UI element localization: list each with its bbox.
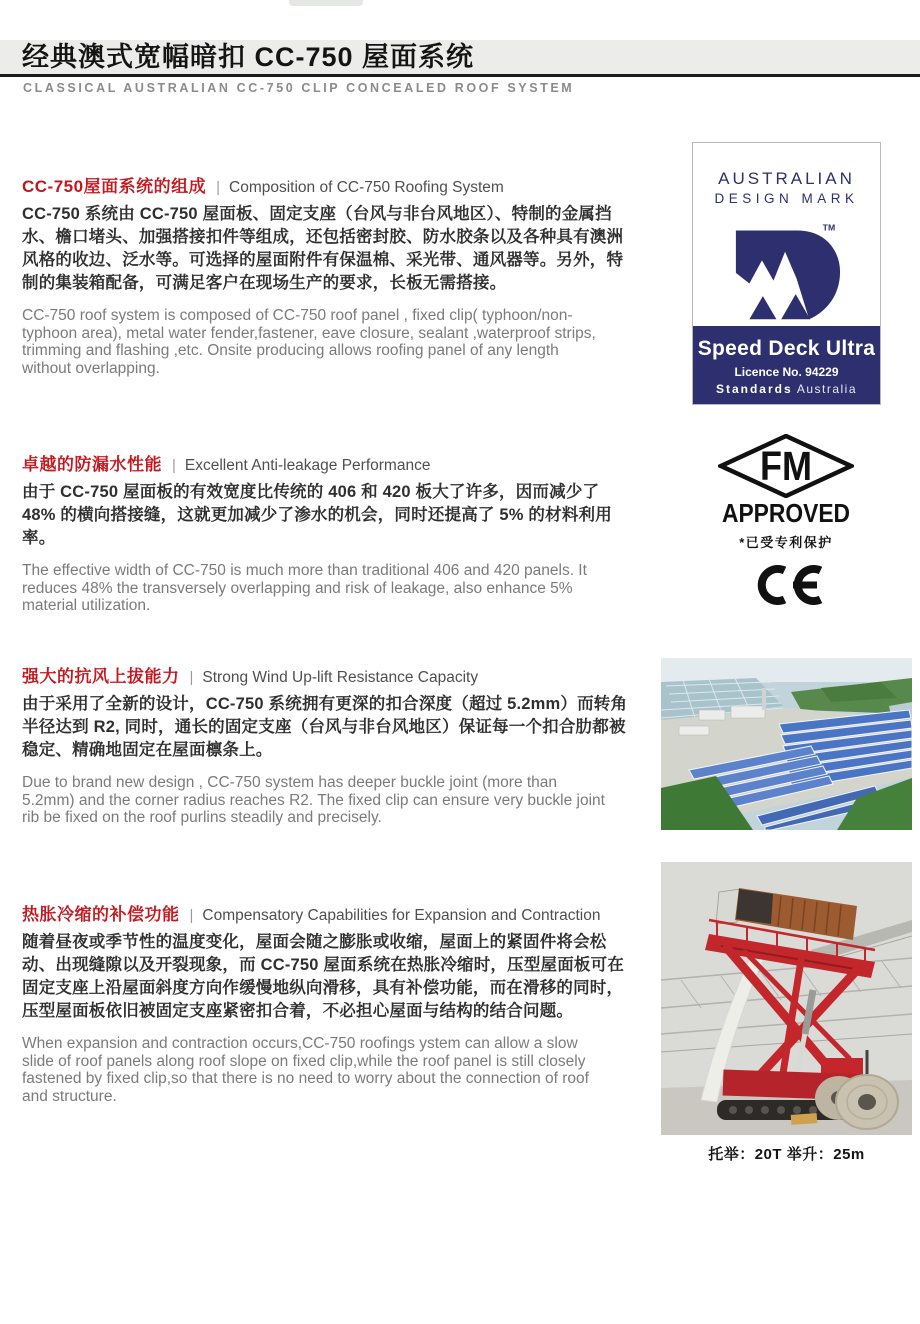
section-expansion-compensation: [22, 900, 636, 1105]
section-heading: [22, 172, 636, 197]
tm-superscript: TM: [822, 222, 836, 233]
section-body-en: Due to brand new design , CC-750 system has deeper buckle joint (more than 5.2mm) and the corner radius reaches R2. The fixed clip can ensure very buckle joint rib be fixed on the roof purlins steadily and precisely.: [22, 774, 605, 826]
section-body-cn: 由于 CC-750 屋面板的有效宽度比传统的 406 和 420 板大了许多，因而减少了 48% 的横向搭接缝，这就更加减少了渗水的机会，同时还提高了 5% 的材料利用率。: [22, 483, 612, 547]
section-body-cn: 由于采用了全新的设计，CC-750 系统拥有更深的扣合深度（超过 5.2mm）而转角半径达到 R2, 同时，通长的固定支座（台风与非台风地区）保证每一个扣合肋都被稳定、精确地固定在屋面檩条上。: [22, 695, 628, 759]
section-heading-cn: 卓越的防漏水性能: [22, 455, 162, 474]
section-heading: [22, 900, 636, 925]
page-top-artifact: [289, 0, 363, 6]
lifting-machine-photo: [661, 862, 912, 1135]
section-heading-en: Excellent Anti-leakage Performance: [184, 457, 431, 474]
section-heading: [22, 450, 636, 475]
page-subtitle: CLASSICAL AUSTRALIAN CC-750 CLIP CONCEALED ROOF SYSTEM: [23, 81, 575, 95]
heading-separator: |: [172, 457, 176, 474]
section-composition: [22, 172, 636, 377]
section-body-en: The effective width of CC-750 is much more than traditional 406 and 420 panels. It reduces 48% the transversely overlapping and risk of leakage, also enhance 5% material utilization.: [22, 562, 587, 614]
adm-product-name: Speed Deck Ultra: [697, 337, 876, 360]
section-wind-uplift: [22, 662, 636, 827]
fm-letters: FM: [760, 443, 812, 489]
page-title: 经典澳式宽幅暗扣 CC-750 屋面系统: [22, 42, 475, 72]
section-heading-en: Strong Wind Up-lift Resistance Capacity: [202, 669, 479, 686]
adm-brand-line2: DESIGN MARK: [714, 191, 859, 206]
title-underline: [0, 74, 920, 77]
design-mark-d-icon: [722, 217, 852, 325]
section-body-en: CC-750 roof system is composed of CC-750 roof panel , fixed clip( typhoon/non-typhoon area), metal water fender,fastener, eave closure, sealant ,waterproof strips, trimming and flashing ,etc. Onsite producing allows roofing panel of any length without overlapping.: [22, 307, 596, 377]
patent-protection-note: *已受专利保护: [739, 535, 833, 550]
ce-mark-icon: [751, 563, 823, 607]
adm-licence-number: Licence No. 94229: [734, 365, 839, 379]
adm-standards-australia: [693, 382, 880, 396]
machine-spec-caption: 托举：20T 举升：25m: [708, 1146, 865, 1163]
adm-navy-band: [693, 326, 880, 404]
section-body-cn: CC-750 系统由 CC-750 屋面板、固定支座（台风与非台风地区）、特制的金属挡水、檐口堵头、加强搭接扣件等组成，还包括密封胶、防水胶条以及各种具有澳洲风格的收边、泛水等。可选择的屋面附件有保温棉、采光带、通风器等。另外，特制的集装箱配备，可满足客户在现场生产的要求，长板无需搭接。: [22, 205, 624, 292]
adm-standards-bold: Standards: [715, 382, 793, 396]
fm-approved-mark: [718, 434, 854, 528]
heading-separator: |: [189, 669, 194, 686]
solar-roof-aerial-photo: [661, 658, 912, 830]
section-heading-cn: 热胀冷缩的补偿功能: [22, 905, 180, 924]
heading-separator: |: [189, 907, 194, 924]
fm-approved-text: [718, 498, 854, 528]
adm-brand-line1: AUSTRALIAN: [718, 169, 855, 188]
section-heading: [22, 662, 636, 687]
heading-separator: |: [216, 179, 220, 196]
section-heading-en: Composition of CC-750 Roofing System: [229, 179, 504, 196]
section-body-cn: 随着昼夜或季节性的温度变化，屋面会随之膨胀或收缩，屋面上的紧固件将会松动、出现缝隙以及开裂现象，而 CC-750 屋面系统在热胀冷缩时，压型屋面板可在固定支座上沿屋面斜度方向作缓慢地纵向滑移，具有补偿功能，而在滑移的同时，压型屋面板依旧被固定支座紧密扣合着，不必担心屋面与结构的结合问题。: [22, 933, 625, 1020]
section-heading-en: Compensatory Capabilities for Expansion and Contraction: [202, 907, 601, 924]
australian-design-mark-badge: [692, 142, 881, 405]
section-body-en: When expansion and contraction occurs,CC-750 roofings ystem can allow a slow slide of roof panels along roof slope on fixed clip,while the roof panel is still closely fastened by fixed clip,so that there is no need to worry about the connection of roof and structure.: [22, 1035, 589, 1105]
section-heading-cn: CC-750屋面系统的组成: [22, 177, 207, 196]
svg-text:APPROVED: APPROVED: [722, 498, 850, 528]
section-anti-leakage: [22, 450, 636, 615]
fm-diamond-icon: [718, 434, 854, 498]
section-heading-cn: 强大的抗风上拔能力: [22, 667, 180, 686]
adm-standards-light: Australia: [796, 382, 858, 396]
